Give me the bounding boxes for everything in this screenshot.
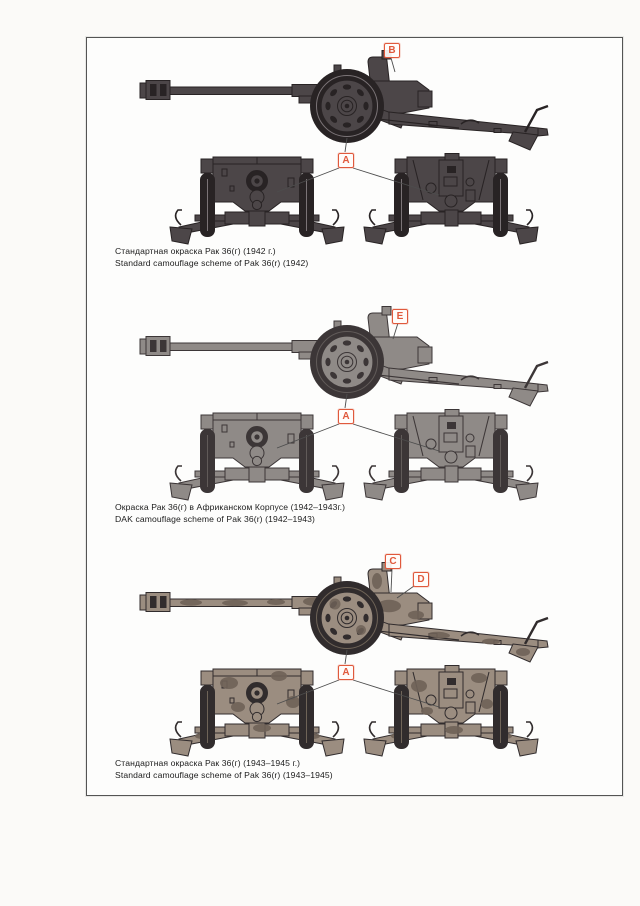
caption-russian: Окраска Рак 36(г) в Африканском Корпусе (1942–1943г.) <box>115 502 346 512</box>
caption-russian: Стандартная окраска Рак 36(г) (1943–1945 г.) <box>115 758 301 768</box>
scheme-caption <box>115 758 333 782</box>
callout-badge-a: A <box>338 409 354 424</box>
scheme-caption <box>115 502 345 526</box>
callout-badge-d: D <box>413 572 429 587</box>
callout-badge-a: A <box>338 665 354 680</box>
front-view-illustration <box>167 152 347 248</box>
camo-scheme-section-late-war <box>87 550 622 802</box>
page-border-frame <box>86 37 623 796</box>
rear-view-illustration <box>361 664 541 760</box>
rear-view-illustration <box>361 408 541 504</box>
front-view-illustration <box>167 408 347 504</box>
scheme-caption <box>115 246 308 270</box>
side-view-illustration <box>139 556 554 668</box>
callout-badge-c: C <box>385 554 401 569</box>
side-view-illustration <box>139 300 554 412</box>
side-view-illustration <box>139 44 554 156</box>
callout-badge-a: A <box>338 153 354 168</box>
callout-badge-e: E <box>392 309 408 324</box>
callout-badge-b: B <box>384 43 400 58</box>
caption-english: Standard camouflage scheme of Pak 36(r) (1942) <box>115 257 309 268</box>
caption-russian: Стандартная окраска Рак 36(г) (1942 г.) <box>115 246 276 256</box>
camo-scheme-section-1942 <box>87 38 622 290</box>
caption-english: Standard camouflage scheme of Pak 36(r) (1943–1945) <box>115 769 333 780</box>
camo-scheme-section-dak <box>87 294 622 546</box>
front-view-illustration <box>167 664 347 760</box>
caption-english: DAK camouflage scheme of Pak 36(r) (1942–1943) <box>115 513 315 524</box>
rear-view-illustration <box>361 152 541 248</box>
